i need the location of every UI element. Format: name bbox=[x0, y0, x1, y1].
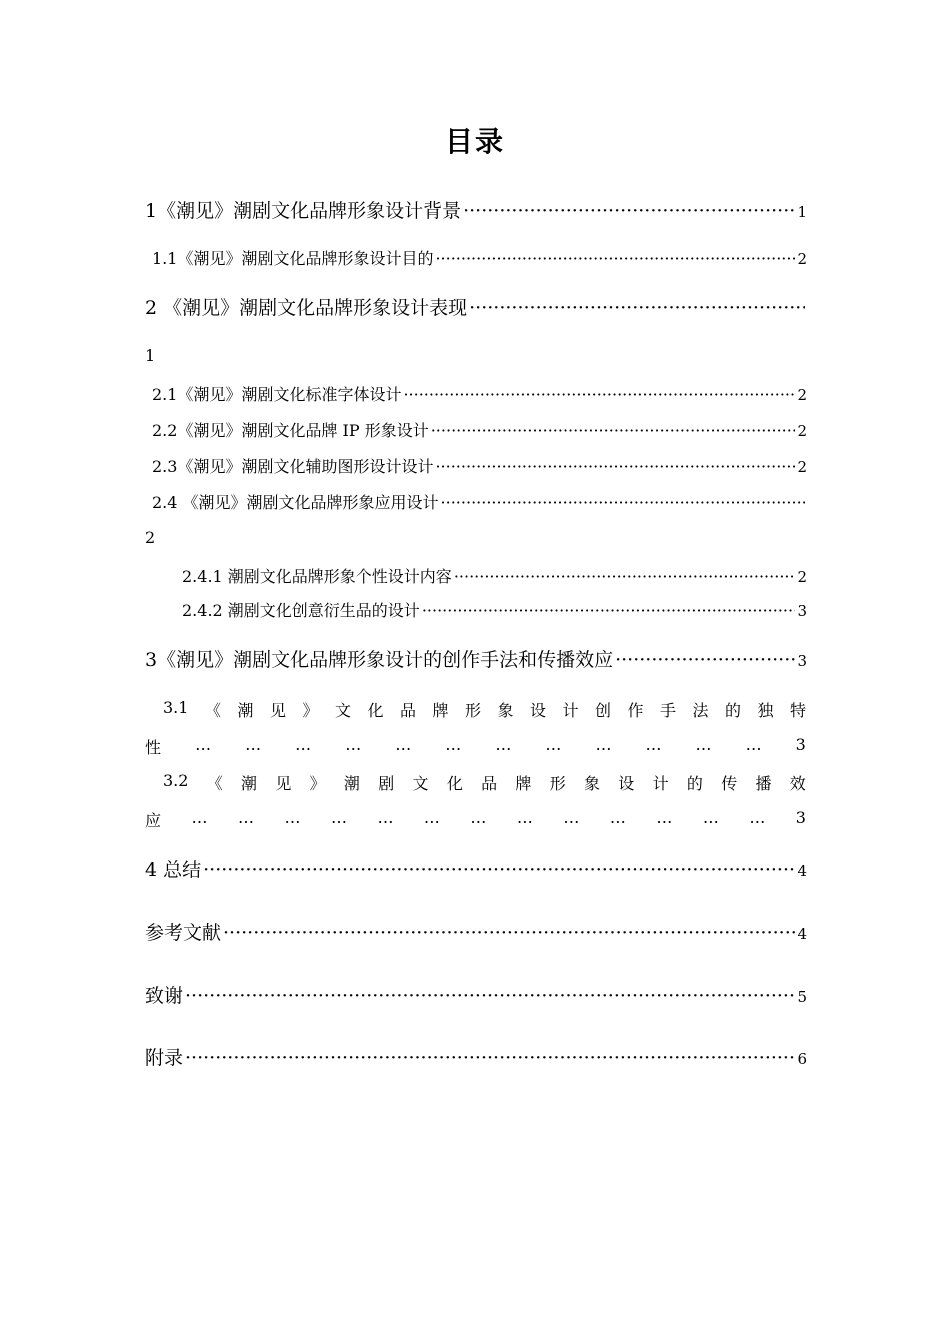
toc-page-number: 1 bbox=[797, 203, 807, 221]
toc-entry-3-2-line1[interactable] bbox=[163, 771, 806, 794]
toc-entry-text: 见 bbox=[269, 701, 286, 720]
toc-entry-text: 化 bbox=[367, 701, 384, 720]
toc-entry-text: 效 bbox=[789, 774, 806, 793]
dot-leader: … bbox=[295, 735, 312, 754]
toc-page-number: 3 bbox=[795, 735, 806, 754]
toc-entry-text: 见 bbox=[275, 774, 292, 793]
toc-entry-text: 设 bbox=[529, 701, 546, 720]
toc-entry-text: 象 bbox=[584, 774, 601, 793]
dot-leader: … bbox=[237, 808, 254, 827]
dot-leader: … bbox=[191, 808, 208, 827]
toc-entry-1-1[interactable] bbox=[152, 246, 807, 269]
toc-entry-text: 《 bbox=[204, 701, 221, 720]
toc-entry-text: 》 bbox=[302, 701, 319, 720]
toc-entry-text: 2 《潮见》潮剧文化品牌形象设计表现 bbox=[145, 297, 468, 319]
dot-leader bbox=[185, 1047, 795, 1069]
dot-leader: … bbox=[563, 808, 580, 827]
toc-entry-text: 作 bbox=[627, 701, 644, 720]
dot-leader bbox=[422, 601, 796, 620]
toc-page-number: 3 bbox=[797, 602, 807, 620]
toc-entry-text: 附录 bbox=[145, 1047, 184, 1069]
dot-leader: … bbox=[656, 808, 673, 827]
toc-entry-text: 形 bbox=[549, 774, 566, 793]
dot-leader: … bbox=[284, 808, 301, 827]
toc-entry-text: 法 bbox=[692, 701, 709, 720]
toc-entry-text: 潮 bbox=[343, 774, 360, 793]
toc-entry-text: 独 bbox=[757, 701, 774, 720]
toc-entry-text: 潮 bbox=[241, 774, 258, 793]
toc-entry-2-2[interactable] bbox=[152, 418, 807, 441]
toc-page-number: 2 bbox=[797, 422, 807, 440]
toc-page-number: 4 bbox=[797, 862, 807, 880]
toc-entry-text: 的 bbox=[724, 701, 741, 720]
dot-leader: … bbox=[377, 808, 394, 827]
toc-entry-text: 1《潮见》潮剧文化品牌形象设计背景 bbox=[145, 200, 462, 222]
toc-entry-text: 剧 bbox=[378, 774, 395, 793]
toc-page-number: 1 bbox=[145, 346, 156, 365]
toc-entry-text: 应 bbox=[145, 811, 162, 830]
toc-entry-text: 计 bbox=[562, 701, 579, 720]
dot-leader bbox=[223, 922, 795, 944]
toc-entry-text: 2.4 《潮见》潮剧文化品牌形象应用设计 bbox=[152, 493, 439, 512]
dot-leader: … bbox=[395, 735, 412, 754]
toc-entry-text: 《 bbox=[206, 774, 223, 793]
toc-page-number: 2 bbox=[797, 386, 807, 404]
toc-page-number: 6 bbox=[797, 1050, 807, 1068]
dot-leader: … bbox=[245, 735, 262, 754]
dot-leader: … bbox=[195, 735, 212, 754]
dot-leader: … bbox=[695, 735, 712, 754]
toc-entry-text: 化 bbox=[446, 774, 463, 793]
toc-page-number: 4 bbox=[797, 925, 807, 943]
dot-leader: … bbox=[749, 808, 766, 827]
dot-leader bbox=[435, 457, 795, 476]
dot-leader: … bbox=[545, 735, 562, 754]
toc-entry-acknowledgements[interactable] bbox=[145, 981, 807, 1008]
toc-page-number: 3 bbox=[797, 652, 807, 670]
dot-leader: … bbox=[516, 808, 533, 827]
toc-entry-text: 3.2 bbox=[163, 771, 189, 790]
page-title: 目录 bbox=[444, 125, 505, 158]
toc-entry-text: 创 bbox=[594, 701, 611, 720]
toc-entry-text: 传 bbox=[721, 774, 738, 793]
toc-entry-2-4-1[interactable] bbox=[182, 564, 807, 587]
toc-entry-text: 2.1《潮见》潮剧文化标准字体设计 bbox=[152, 385, 402, 404]
dot-leader: … bbox=[609, 808, 626, 827]
toc-page-number: 2 bbox=[797, 568, 807, 586]
toc-entry-3-1-line1[interactable] bbox=[163, 698, 806, 721]
toc-entry-2-4-2[interactable] bbox=[182, 598, 807, 621]
dot-leader: … bbox=[745, 735, 762, 754]
toc-page-number: 3 bbox=[795, 808, 806, 827]
toc-entry-text: 牌 bbox=[515, 774, 532, 793]
toc-entry-text: 的 bbox=[686, 774, 703, 793]
toc-entry-1[interactable] bbox=[145, 196, 807, 223]
toc-entry-text: 播 bbox=[755, 774, 772, 793]
toc-entry-3-1-line2[interactable] bbox=[145, 735, 806, 758]
toc-entry-text: 象 bbox=[497, 701, 514, 720]
dot-leader: … bbox=[495, 735, 512, 754]
toc-page-number: 5 bbox=[797, 988, 807, 1006]
dot-leader bbox=[431, 421, 796, 440]
toc-entry-references[interactable] bbox=[145, 918, 807, 945]
dot-leader bbox=[441, 493, 805, 512]
dot-leader: … bbox=[595, 735, 612, 754]
toc-entry-text: 1.1《潮见》潮剧文化品牌形象设计目的 bbox=[152, 249, 434, 268]
toc-entry-2-4[interactable] bbox=[152, 490, 807, 513]
toc-entry-text: 潮 bbox=[237, 701, 254, 720]
dot-leader bbox=[435, 249, 795, 268]
dot-leader bbox=[203, 859, 795, 881]
toc-entry-4[interactable] bbox=[145, 855, 807, 882]
dot-leader bbox=[403, 385, 795, 404]
toc-entry-appendix[interactable] bbox=[145, 1043, 807, 1070]
toc-entry-text: 品 bbox=[481, 774, 498, 793]
toc-entry-2-1[interactable] bbox=[152, 382, 807, 405]
toc-entry-text: 2.2《潮见》潮剧文化品牌 IP 形象设计 bbox=[152, 421, 429, 440]
toc-entry-text: 文 bbox=[412, 774, 429, 793]
toc-page-number: 2 bbox=[797, 458, 807, 476]
toc-entry-3[interactable] bbox=[145, 645, 807, 672]
toc-entry-text: 性 bbox=[145, 738, 162, 757]
toc-entry-2-3[interactable] bbox=[152, 454, 807, 477]
toc-entry-text: 》 bbox=[309, 774, 326, 793]
toc-page-number: 2 bbox=[145, 528, 156, 547]
toc-entry-text: 形 bbox=[464, 701, 481, 720]
toc-entry-3-2-line2[interactable] bbox=[145, 808, 806, 831]
toc-entry-text: 3.1 bbox=[163, 698, 189, 717]
toc-entry-2[interactable] bbox=[145, 293, 807, 320]
toc-entry-text: 牌 bbox=[432, 701, 449, 720]
toc-entry-text: 2.4.1 潮剧文化品牌形象个性设计内容 bbox=[182, 567, 452, 586]
toc-entry-text: 品 bbox=[399, 701, 416, 720]
dot-leader: … bbox=[702, 808, 719, 827]
dot-leader bbox=[185, 985, 795, 1007]
dot-leader: … bbox=[470, 808, 487, 827]
toc-entry-text: 计 bbox=[652, 774, 669, 793]
toc-entry-text: 手 bbox=[659, 701, 676, 720]
toc-entry-text: 文 bbox=[334, 701, 351, 720]
toc-page-number: 2 bbox=[797, 250, 807, 268]
dot-leader: … bbox=[345, 735, 362, 754]
toc-entry-text: 3《潮见》潮剧文化品牌形象设计的创作手法和传播效应 bbox=[145, 649, 614, 671]
dot-leader bbox=[469, 297, 805, 319]
toc-entry-text: 致谢 bbox=[145, 985, 184, 1007]
toc-entry-text: 参考文献 bbox=[145, 922, 222, 944]
dot-leader bbox=[463, 200, 795, 222]
toc-entry-text: 特 bbox=[789, 701, 806, 720]
dot-leader: … bbox=[445, 735, 462, 754]
dot-leader: … bbox=[645, 735, 662, 754]
dot-leader: … bbox=[423, 808, 440, 827]
dot-leader bbox=[615, 649, 795, 671]
toc-entry-text: 4 总结 bbox=[145, 859, 202, 881]
toc-entry-text: 2.4.2 潮剧文化创意衍生品的设计 bbox=[182, 601, 420, 620]
toc-entry-text: 2.3《潮见》潮剧文化辅助图形设计设计 bbox=[152, 457, 434, 476]
dot-leader: … bbox=[330, 808, 347, 827]
toc-entry-text: 设 bbox=[618, 774, 635, 793]
dot-leader bbox=[454, 567, 796, 586]
